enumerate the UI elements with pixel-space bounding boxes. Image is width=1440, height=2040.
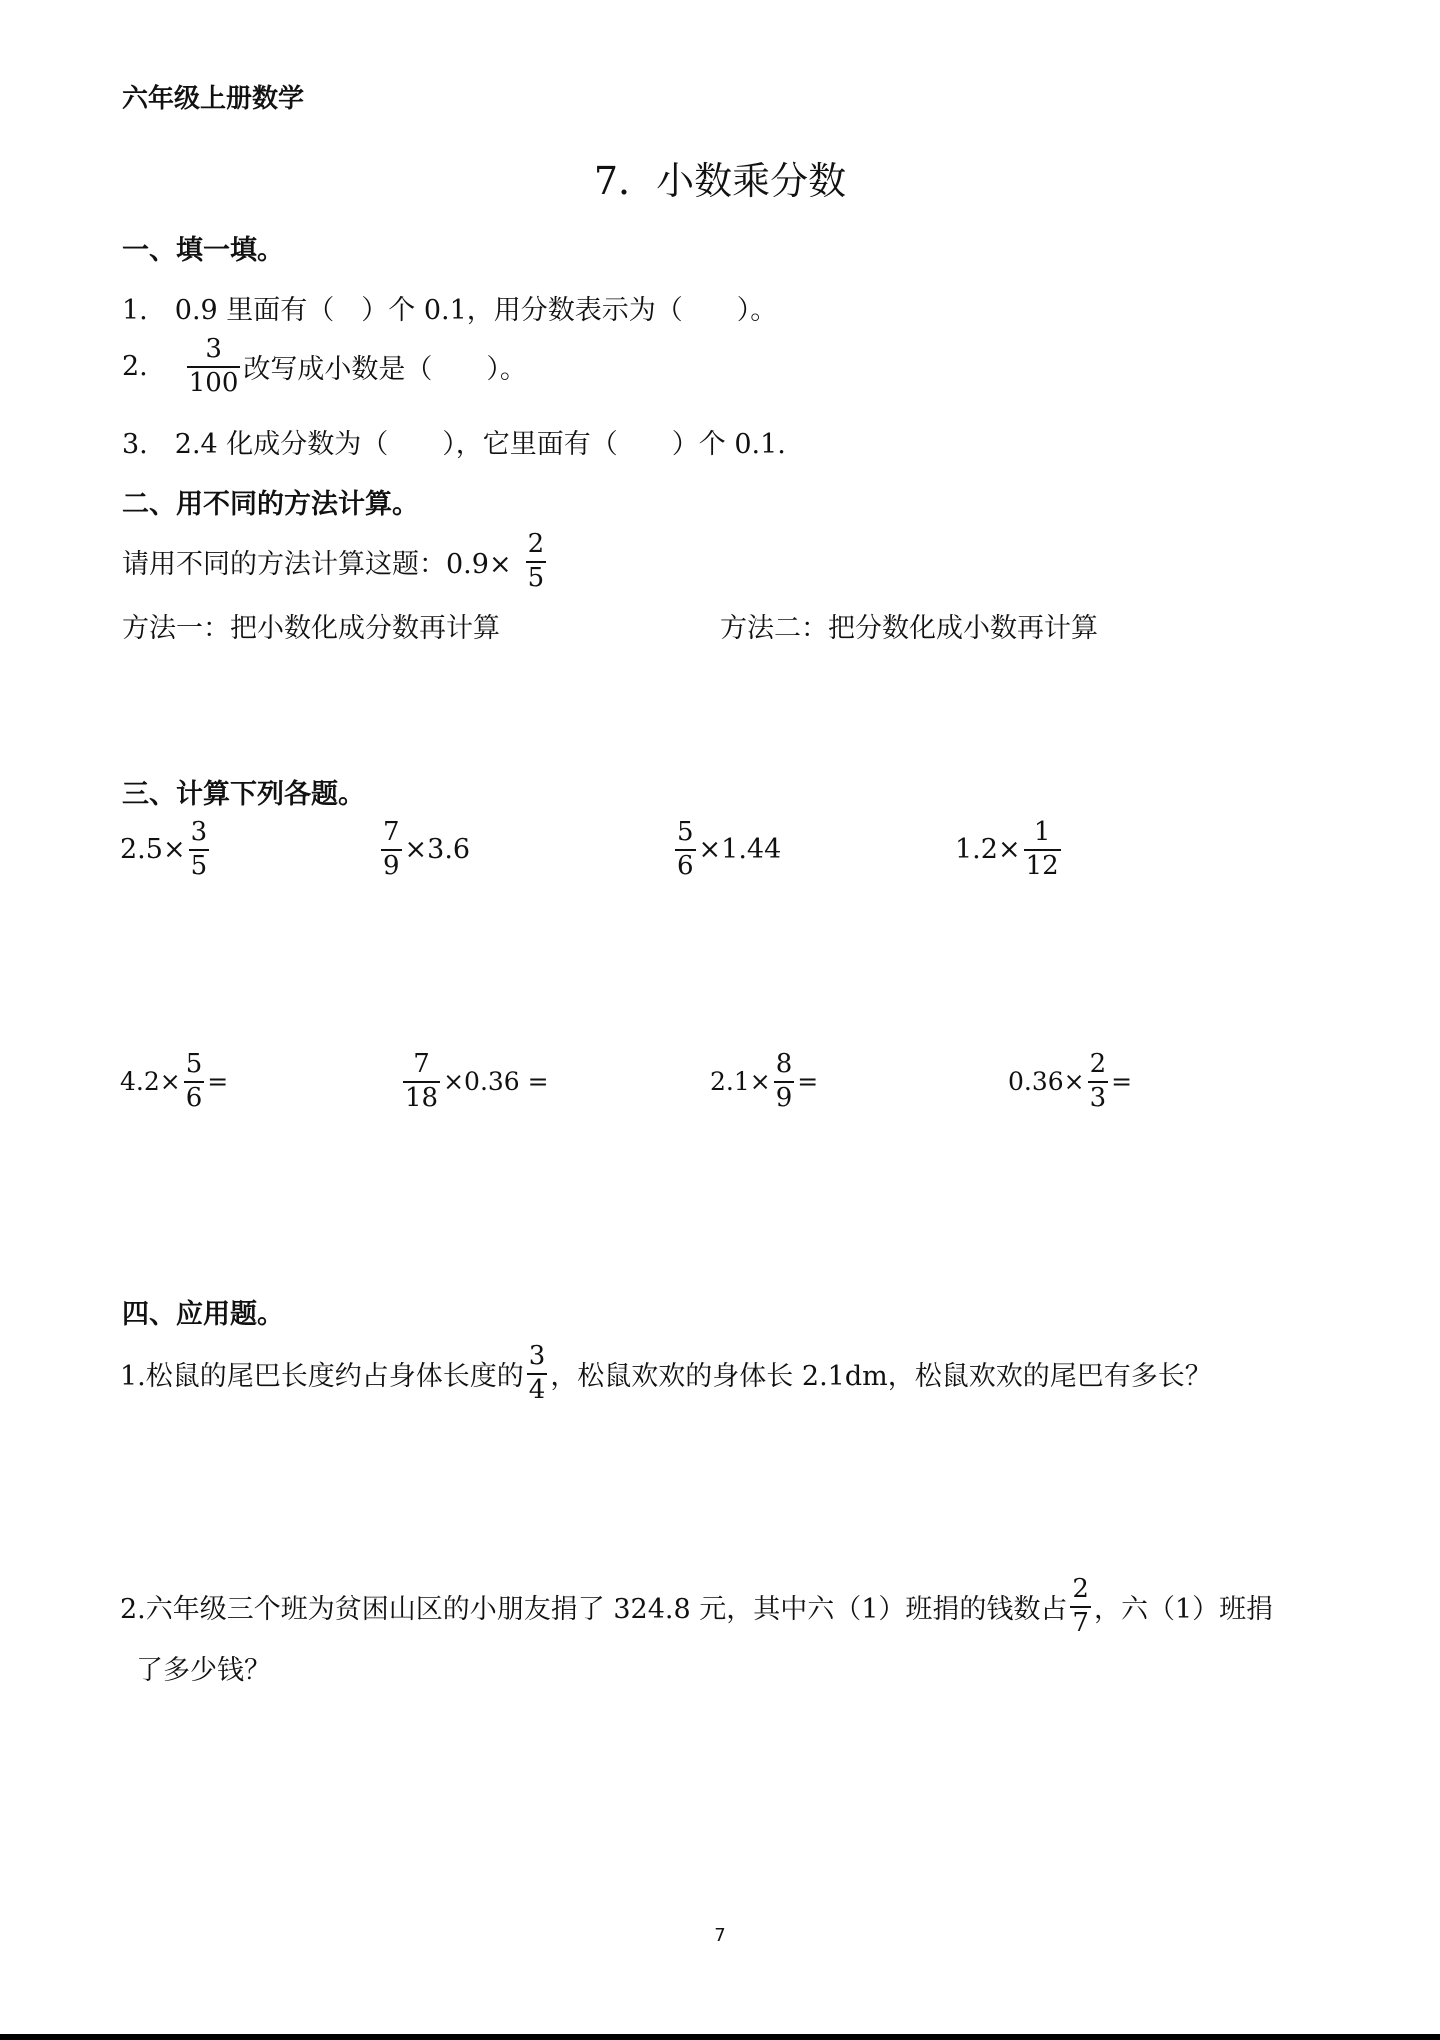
calc-row1-item1: [120, 818, 212, 882]
question-1: 1. 0.9 里面有（ ）个 0.1，用分数表示为（ ）。: [122, 295, 778, 326]
expr-prefix: 0.36×: [1008, 1067, 1085, 1097]
fraction: [403, 1050, 440, 1114]
question-3: 3. 2.4 化成分数为（ ），它里面有（ ）个 0.1.: [122, 429, 786, 460]
fraction-numerator: 7: [413, 1049, 430, 1079]
fraction-numerator: 8: [775, 1049, 793, 1079]
fraction-denominator: 6: [677, 850, 694, 881]
fraction-denominator: 9: [775, 1082, 793, 1113]
section1-heading: 一、填一填。: [122, 235, 284, 266]
calc-row1-item3: [672, 818, 781, 882]
fraction-numerator: 3: [190, 817, 208, 847]
fraction: [187, 335, 241, 399]
expr-suffix: =: [1111, 1067, 1133, 1097]
problem-text: ，松鼠欢欢的身体长 2.1dm，松鼠欢欢的尾巴有多长？: [550, 1361, 1212, 1393]
method-one-label: 方法一：把小数化成分数再计算: [122, 613, 500, 644]
section4-heading: 四、应用题。: [122, 1299, 284, 1330]
expr-prefix: 1.2×: [955, 834, 1021, 866]
fraction: [526, 530, 547, 594]
question-2-number: 2.: [122, 351, 148, 383]
word-problem-2: [120, 1575, 1273, 1639]
question-2: [122, 335, 527, 399]
fraction-numerator: 5: [677, 817, 694, 847]
fraction-denominator: 18: [405, 1082, 439, 1113]
calc-row2-item2: [400, 1050, 549, 1114]
problem-text: 2.六年级三个班为贫困山区的小朋友捐了 324.8 元，其中六（1）班捐的钱数占: [120, 1594, 1068, 1626]
fraction-numerator: 5: [185, 1049, 203, 1079]
calc-row2-item1: [120, 1050, 228, 1114]
fraction-numerator: 7: [383, 817, 400, 847]
fraction-denominator: 5: [190, 850, 208, 881]
section3-heading: 三、计算下列各题。: [122, 779, 365, 810]
calc-row1-item2: [378, 818, 470, 882]
expr-suffix: ×1.44: [698, 834, 782, 866]
fraction: [774, 1050, 795, 1114]
fraction-numerator: 1: [1033, 817, 1051, 847]
fraction-numerator: 3: [205, 334, 222, 364]
method-two-label: 方法二：把分数化成小数再计算: [720, 613, 1098, 644]
fraction-numerator: 2: [527, 529, 545, 559]
fraction-denominator: 12: [1025, 850, 1059, 881]
grade-subject-label: 六年级上册数学: [122, 84, 305, 114]
calc-row2-item3: [710, 1050, 818, 1114]
expr-suffix: ×3.6: [404, 834, 471, 866]
problem-text: ，六（1）班捐: [1093, 1594, 1274, 1626]
fraction: [1070, 1575, 1091, 1639]
word-problem-2-continuation: 了多少钱？: [136, 1655, 271, 1686]
fraction-denominator: 6: [185, 1082, 203, 1113]
expr-suffix: =: [207, 1067, 229, 1097]
fraction-numerator: 2: [1072, 1574, 1089, 1604]
section2-heading: 二、用不同的方法计算。: [122, 489, 419, 520]
fraction: [184, 1050, 205, 1114]
page-number: 7: [714, 1925, 726, 1946]
fraction: [675, 818, 696, 882]
fraction-denominator: 5: [527, 562, 545, 593]
calc-row1-item4: [955, 818, 1064, 882]
fraction-denominator: 7: [1072, 1607, 1089, 1638]
page-title: 7．小数乘分数: [593, 159, 847, 203]
fraction: [1024, 818, 1061, 882]
fraction-numerator: 3: [528, 1341, 546, 1371]
fraction-denominator: 100: [188, 367, 239, 398]
bottom-border: [0, 2034, 1440, 2040]
expr-prefix: 2.5×: [120, 834, 186, 866]
expr-suffix: ×0.36 =: [443, 1067, 549, 1097]
fraction-denominator: 3: [1089, 1082, 1107, 1113]
section2-prompt: [122, 530, 549, 594]
expr-suffix: =: [797, 1067, 819, 1097]
fraction: [527, 1342, 548, 1406]
fraction: [381, 818, 402, 882]
fraction: [189, 818, 210, 882]
question-2-text: 改写成小数是（ ）。: [243, 354, 527, 386]
fraction: [1088, 1050, 1109, 1114]
calc-row2-item4: [1008, 1050, 1132, 1114]
word-problem-1: [120, 1342, 1212, 1406]
fraction-numerator: 2: [1089, 1049, 1107, 1079]
section2-prompt-text: 请用不同的方法计算这题：0.9×: [122, 549, 512, 581]
problem-text: 1.松鼠的尾巴长度约占身体长度的: [120, 1361, 524, 1393]
fraction-denominator: 4: [528, 1374, 546, 1405]
fraction-denominator: 9: [383, 850, 400, 881]
expr-prefix: 4.2×: [120, 1067, 181, 1097]
expr-prefix: 2.1×: [710, 1067, 771, 1097]
